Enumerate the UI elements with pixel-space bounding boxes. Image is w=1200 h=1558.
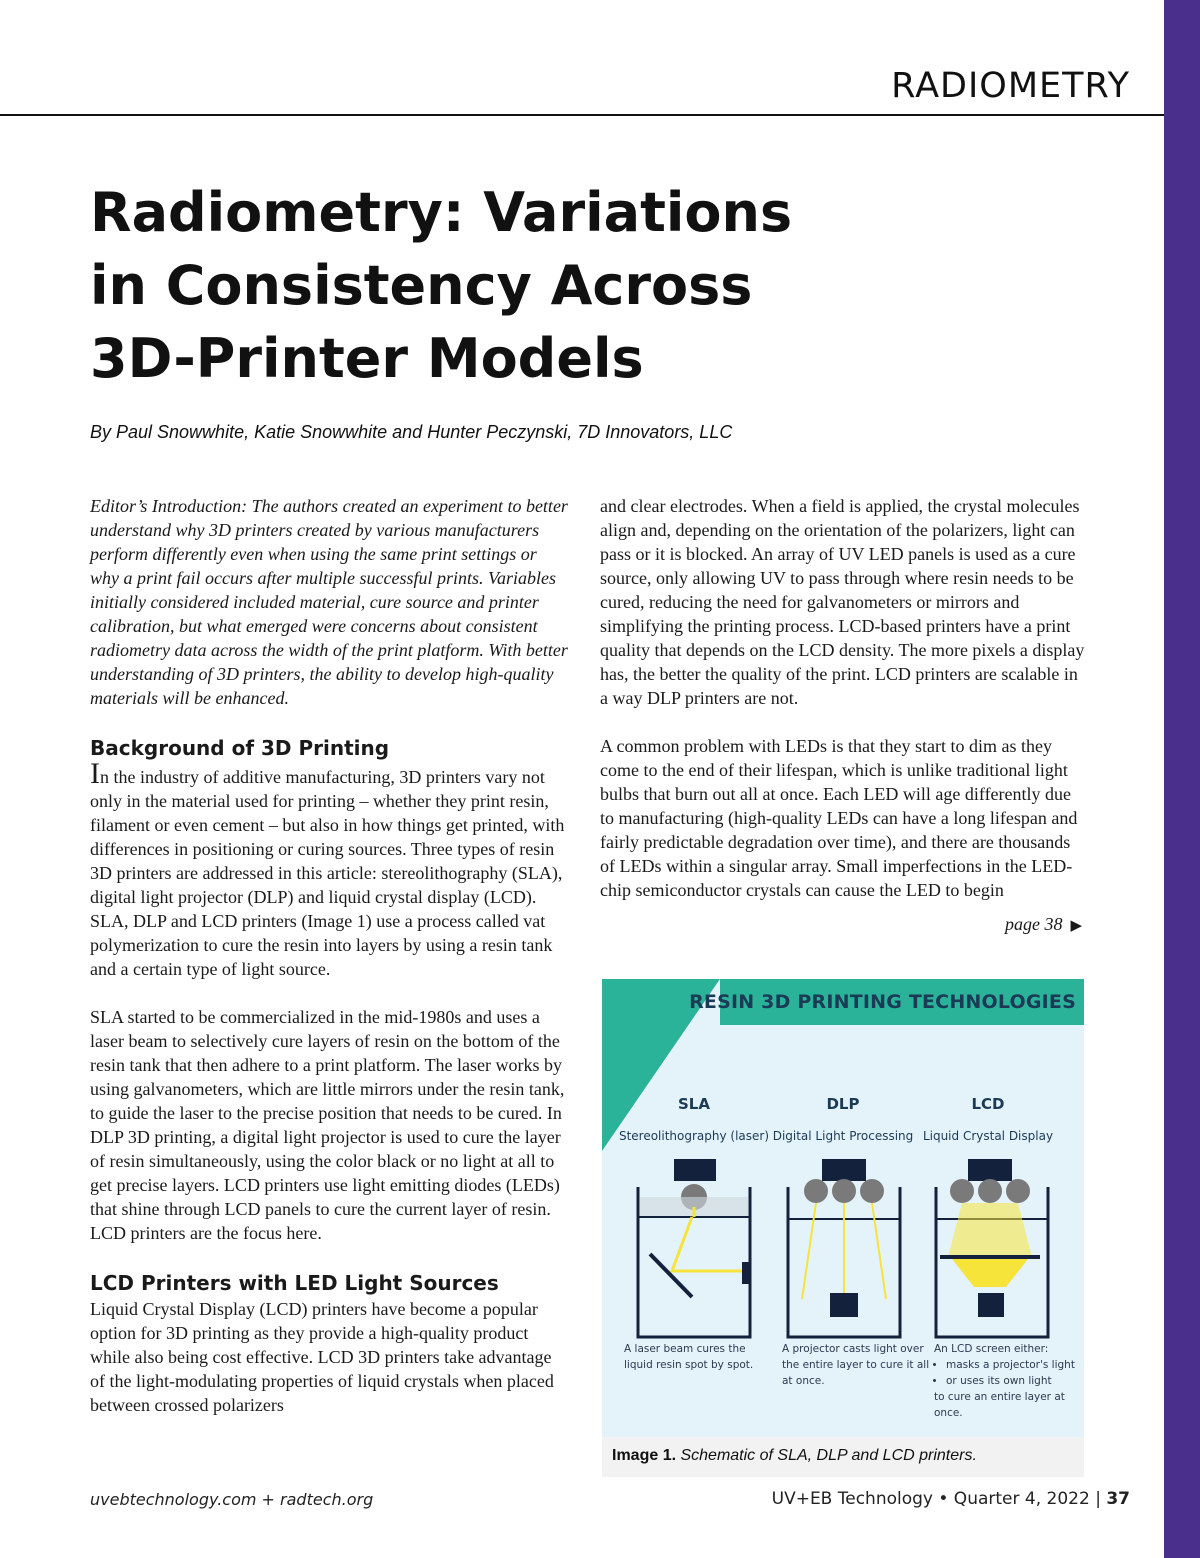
lcd-label: LCD (971, 1095, 1005, 1113)
footer-separator: | (1095, 1489, 1101, 1509)
page-number: 37 (1106, 1489, 1130, 1509)
continued-on[interactable] (600, 912, 1082, 938)
sla-diagram (638, 1159, 750, 1337)
lcd-description-lead: An LCD screen either: (934, 1343, 1049, 1355)
lcd-diagram (936, 1159, 1048, 1337)
footer-publication (772, 1489, 1130, 1509)
background-paragraph-2: SLA started to be commercialized in the mid-1980s and uses a laser beam to selectively cure layers of resin on the bottom of the resin tank that then adhere to a print platform. The laser works by using galvanometers, which are little mirrors under the resin tank, to guide the laser to the precise position that needs to be cured. In DLP 3D printing, a digital light projector is used to cure the layer of resin simultaneously, using the color black or no light at all to get precise layers. LCD printers use light emitting diodes (LEDs) that shine through LCD panels to cure the current layer of resin. LCD printers are the focus here. (90, 1007, 565, 1243)
byline: By Paul Snowwhite, Katie Snowwhite and Hunter Peczynski, 7D Innovators, LLC (90, 422, 733, 442)
background-paragraph-1 (90, 757, 568, 981)
figure-infographic (602, 979, 1084, 1437)
title-line-1: Radiometry: Variations (90, 181, 793, 244)
lcd-description-list (934, 1357, 1084, 1389)
background-paragraph-1-text: n the industry of additive manufacturing, 3D printers vary not only in the material used for printing – whether they print resin, filament or even cement – but also in how things get printed, with differences in positioning or curing sources. Three types of resin 3D printers are addressed in this article: stereolithography (SLA), digital light projector (DLP) and liquid crystal display (LCD). SLA, DLP and LCD printers (Image 1) use a process called vat polymerization to cure the resin into layers by using a resin tank and a certain type of light source. (90, 767, 565, 979)
right-paragraph-1: and clear electrodes. When a field is applied, the crystal molecules align and, depending on the orientation of the polarizers, light can pass or it is blocked. An array of UV LED panels is used as a cure source, only allowing UV to pass through where resin needs to be cured, reducing the need for galvanometers or mirrors and simplifying the printing process. LCD-based printers have a print quality that depends on the LCD density. The more pixels a display has, the better the quality of the print. LCD printers are scalable in a way DLP printers are not. (600, 496, 1085, 708)
figure-image-1 (602, 979, 1084, 1477)
list-item: • masks a projector's light (946, 1357, 1084, 1373)
lcd-paragraph-1: Liquid Crystal Display (LCD) printers have become a popular option for 3D printing as they provide a high-quality product while also being cost effective. LCD 3D printers take advantage of the light-modulating properties of liquid crystals when placed between crossed polarizers (90, 1299, 554, 1415)
caption-label: Image 1. (612, 1447, 677, 1464)
dlp-diagram (788, 1159, 900, 1337)
drop-cap: I (90, 757, 100, 790)
sla-subtitle: Stereolithography (laser) (618, 1129, 770, 1143)
right-column (600, 494, 1088, 938)
editors-introduction: Editor’s Introduction: The authors created an experiment to better understand why 3D printers created by various manufacturers perform differently even when using the same print settings or why a print fail occurs after multiple successful prints. Variables initially considered included material, cure source and printer calibration, but what emerged were concerns about consistent radiometry data across the width of the print platform. With better understanding of 3D printers, the ability to develop high-quality materials will be enhanced. (90, 496, 568, 708)
sla-description: A laser beam cures the liquid resin spot by spot. (624, 1343, 754, 1371)
footer-websites: uvebtechnology.com + radtech.org (90, 1490, 374, 1509)
lcd-description-tail: to cure an entire layer at once. (934, 1391, 1065, 1419)
sla-label: SLA (678, 1095, 710, 1113)
dlp-description: A projector casts light over the entire layer to cure it all at once. (782, 1343, 930, 1387)
footer-issue: UV+EB Technology • Quarter 4, 2022 (771, 1489, 1090, 1509)
figure-caption (612, 1447, 977, 1465)
right-paragraph-2: A common problem with LEDs is that they start to dim as they come to the end of their lifespan, which is unlike traditional light bulbs that burn out all at once. Each LED will age differently due to manufacturing (high-quality LEDs can have a long lifespan and fairly predictable degradation over time), and there are thousands of LEDs within a singular array. Small imperfections in the LED-chip semiconductor crystals can cause the LED to begin (600, 736, 1078, 900)
dlp-label: DLP (826, 1095, 860, 1113)
accent-side-bar (1164, 0, 1200, 1558)
title-line-3: 3D-Printer Models (90, 327, 644, 390)
play-arrow-icon: ▶ (1070, 918, 1082, 934)
section-label: RADIOMETRY (891, 66, 1130, 106)
dlp-subtitle: Digital Light Processing (772, 1129, 914, 1143)
title-line-2: in Consistency Across (90, 254, 753, 317)
left-column (90, 494, 568, 1441)
header-divider (0, 114, 1164, 116)
section-heading-lcd-printers: LCD Printers with LED Light Sources (90, 1271, 499, 1295)
infographic-title: RESIN 3D PRINTING TECHNOLOGIES (689, 991, 1076, 1013)
section-heading-background: Background of 3D Printing (90, 736, 390, 760)
caption-text: Schematic of SLA, DLP and LCD printers. (680, 1447, 977, 1464)
list-item: • or uses its own light (946, 1373, 1084, 1389)
article-title (90, 176, 850, 395)
continued-page-link[interactable]: page 38 (1004, 914, 1063, 934)
lcd-description (934, 1341, 1084, 1421)
lcd-subtitle: Liquid Crystal Display (922, 1129, 1054, 1143)
